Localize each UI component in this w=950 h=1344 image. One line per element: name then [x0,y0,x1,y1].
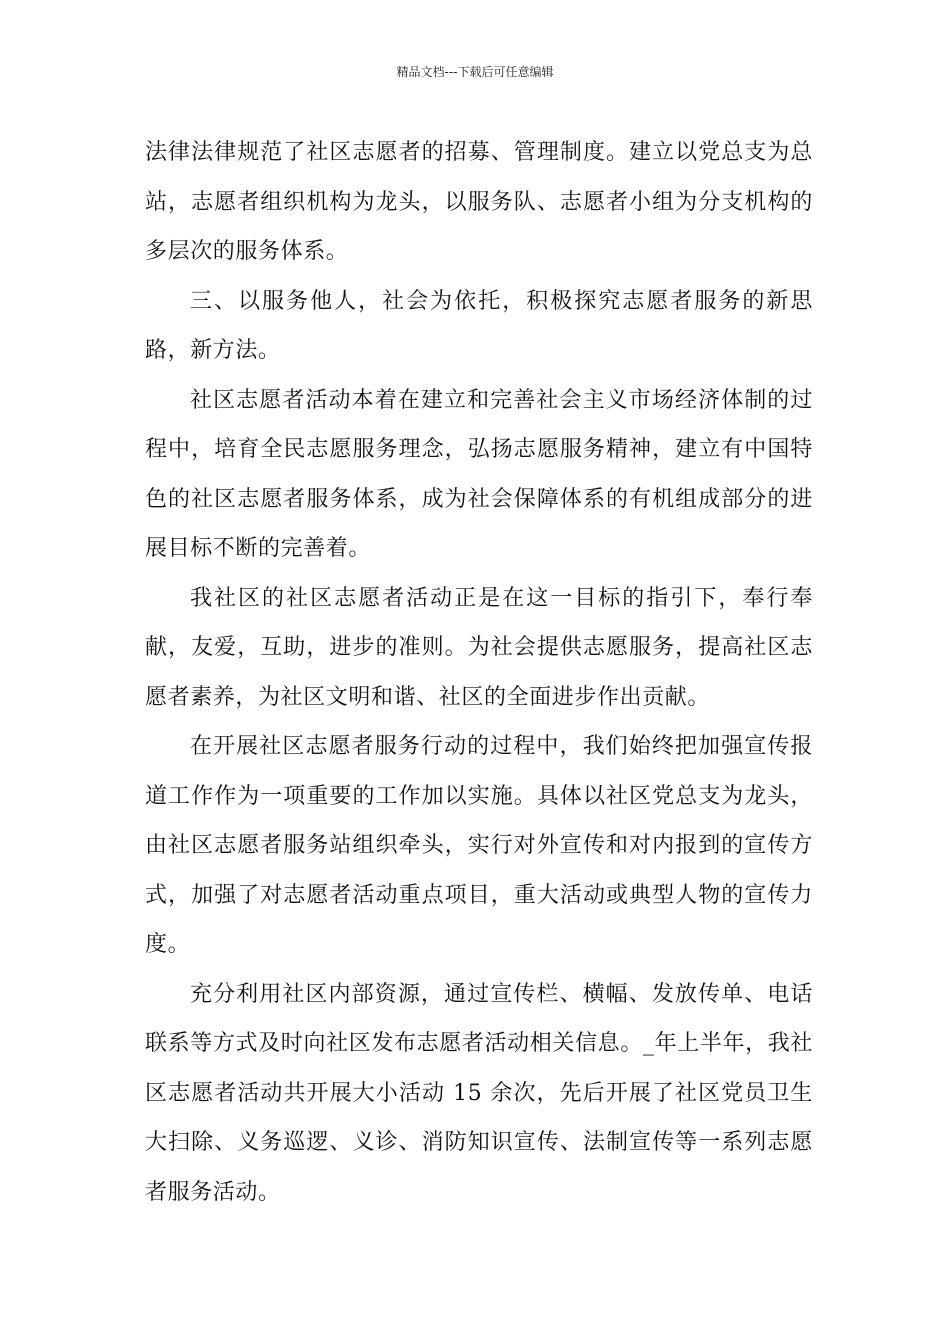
paragraph-5: 在开展社区志愿者服务行动的过程中，我们始终把加强宣传报道工作作为一项重要的工作加以实施。具体以社区党总支为龙头，由社区志愿者服务站组织牵头，实行对外宣传和对内报到的宣传方式，加强了对志愿者活动重点项目，重大活动或典型人物的宣传力度。 [145,734,813,957]
document-body [145,128,813,1217]
paragraph-2: 三、以服务他人，社会为依托，积极探究志愿者服务的新思路，新方法。 [145,288,813,363]
page-header: 精品文档---下载后可任意编辑 [396,65,554,79]
paragraph-3: 社区志愿者活动本着在建立和完善社会主义市场经济体制的过程中，培育全民志愿服务理念，弘扬志愿服务精神，建立有中国特色的社区志愿者服务体系，成为社会保障体系的有机组成部分的进展目标不断的完善着。 [145,387,813,561]
paragraph-4: 我社区的社区志愿者活动正是在这一目标的指引下，奉行奉献，友爱，互助，进步的准则。为社会提供志愿服务，提高社区志愿者素养，为社区文明和谐、社区的全面进步作出贡献。 [145,585,813,710]
paragraph-1: 法律法律规范了社区志愿者的招募、管理制度。建立以党总支为总站，志愿者组织机构为龙头，以服务队、志愿者小组为分支机构的多层次的服务体系。 [145,140,813,264]
paragraph-6: 充分利用社区内部资源，通过宣传栏、横幅、发放传单、电话联系等方式及时向社区发布志愿者活动相关信息。_年上半年，我社区志愿者活动共开展大小活动 15 余次，先后开展了社区党员卫生大扫除、义务巡逻、义诊、消防知识宣传、法制宣传等一系列志愿者服务活动。 [145,981,813,1205]
